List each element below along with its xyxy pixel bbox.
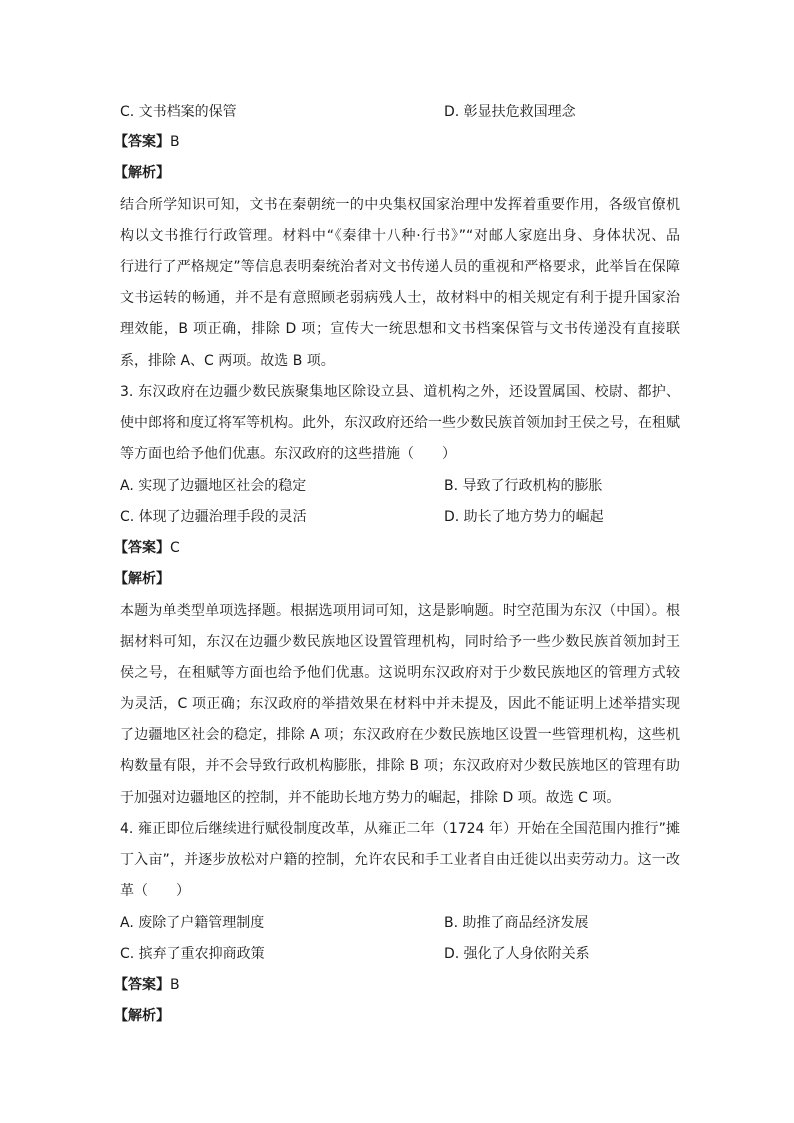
q3-answer	[114, 538, 180, 558]
q4-stem-line: 4. 雍正即位后继续进行赋役制度改革，从雍正二年（1724 年）开始在全国范围内推行”摊	[120, 821, 680, 837]
q4-answer-value: B	[170, 977, 180, 993]
q4-option-c: C. 摈弃了重农抑商政策	[120, 946, 265, 962]
q2-analysis-line: 构以文书推行行政管理。材料中“《秦律十八种·行书》”“对邮人家庭出身、身体状况、品	[120, 228, 680, 244]
q3-answer-value: C	[170, 540, 180, 556]
q3-analysis-line: 了边疆地区社会的稳定，排除 A 项；东汉政府在少数民族地区设置一些管理机构，这些机	[120, 727, 680, 743]
q4-option-d: D. 强化了人身依附关系	[444, 946, 590, 962]
q4-stem-line: 丁入亩”，并逐步放松对户籍的控制，允许农民和手工业者自由迁徙以出卖劳动力。这一改	[120, 852, 680, 868]
q4-option-a: A. 废除了户籍管理制度	[120, 915, 265, 931]
q2-analysis-line: 结合所学知识可知，文书在秦朝统一的中央集权国家治理中发挥着重要作用，各级官僚机	[120, 197, 680, 213]
q3-stem-line: 等方面也给予他们优惠。东汉政府的这些措施（ ）	[120, 446, 456, 462]
q4-answer-label: 【答案】	[114, 977, 170, 993]
q4-stem-line: 革（ ）	[120, 883, 190, 899]
q3-option-b: B. 导致了行政机构的膨胀	[444, 478, 603, 494]
q2-option-c: C. 文书档案的保管	[120, 104, 237, 120]
q3-analysis-line: 为灵活，C 项正确；东汉政府的举措效果在材料中并未提及，因此不能证明上述举措实现	[120, 696, 680, 712]
q3-answer-label: 【答案】	[114, 540, 170, 556]
q4-answer	[114, 975, 180, 995]
q2-answer-label: 【答案】	[114, 134, 170, 150]
q4-option-b: B. 助推了商品经济发展	[444, 915, 589, 931]
q3-analysis-line: 本题为单类型单项选择题。根据选项用词可知，这是影响题。时空范围为东汉（中国）。根	[120, 603, 680, 619]
q3-analysis-line: 构数量有限，并不会导致行政机构膨胀，排除 B 项；东汉政府对少数民族地区的管理有助	[120, 758, 680, 774]
q4-analysis-label: 【解析】	[114, 1008, 170, 1024]
q3-option-d: D. 助长了地方势力的崛起	[444, 509, 604, 525]
q2-answer	[114, 132, 180, 152]
q3-stem-line: 3. 东汉政府在边疆少数民族聚集地区除设立县、道机构之外，还设置属国、校尉、都护、	[120, 384, 680, 400]
q3-analysis-line: 于加强对边疆地区的控制，并不能助长地方势力的崛起，排除 D 项。故选 C 项。	[120, 790, 621, 806]
q3-stem-line: 使中郎将和度辽将军等机构。此外，东汉政府还给一些少数民族首领加封王侯之号，在租赋	[120, 415, 680, 431]
q3-option-c: C. 体现了边疆治理手段的灵活	[120, 509, 307, 525]
q2-analysis-line: 系，排除 A、C 两项。故选 B 项。	[120, 353, 335, 369]
q2-option-d: D. 彰显扶危救国理念	[444, 104, 576, 120]
q3-option-a: A. 实现了边疆地区社会的稳定	[120, 478, 307, 494]
q3-analysis-label: 【解析】	[114, 571, 170, 587]
q2-answer-value: B	[170, 134, 180, 150]
q3-analysis-line: 据材料可知，东汉在边疆少数民族地区设置管理机构，同时给予一些少数民族首领加封王	[120, 634, 680, 650]
q2-analysis-label: 【解析】	[114, 165, 170, 181]
q2-analysis-line: 行进行了严格规定”等信息表明秦统治者对文书传递人员的重视和严格要求，此举旨在保障	[120, 259, 680, 275]
q3-analysis-line: 侯之号，在租赋等方面也给予他们优惠。这说明东汉政府对于少数民族地区的管理方式较	[120, 665, 680, 681]
q2-analysis-line: 理效能，B 项正确，排除 D 项；宣传大一统思想和文书档案保管与文书传递没有直接联	[120, 321, 680, 337]
q2-analysis-line: 文书运转的畅通，并不是有意照顾老弱病残人士，故材料中的相关规定有利于提升国家治	[120, 290, 680, 306]
